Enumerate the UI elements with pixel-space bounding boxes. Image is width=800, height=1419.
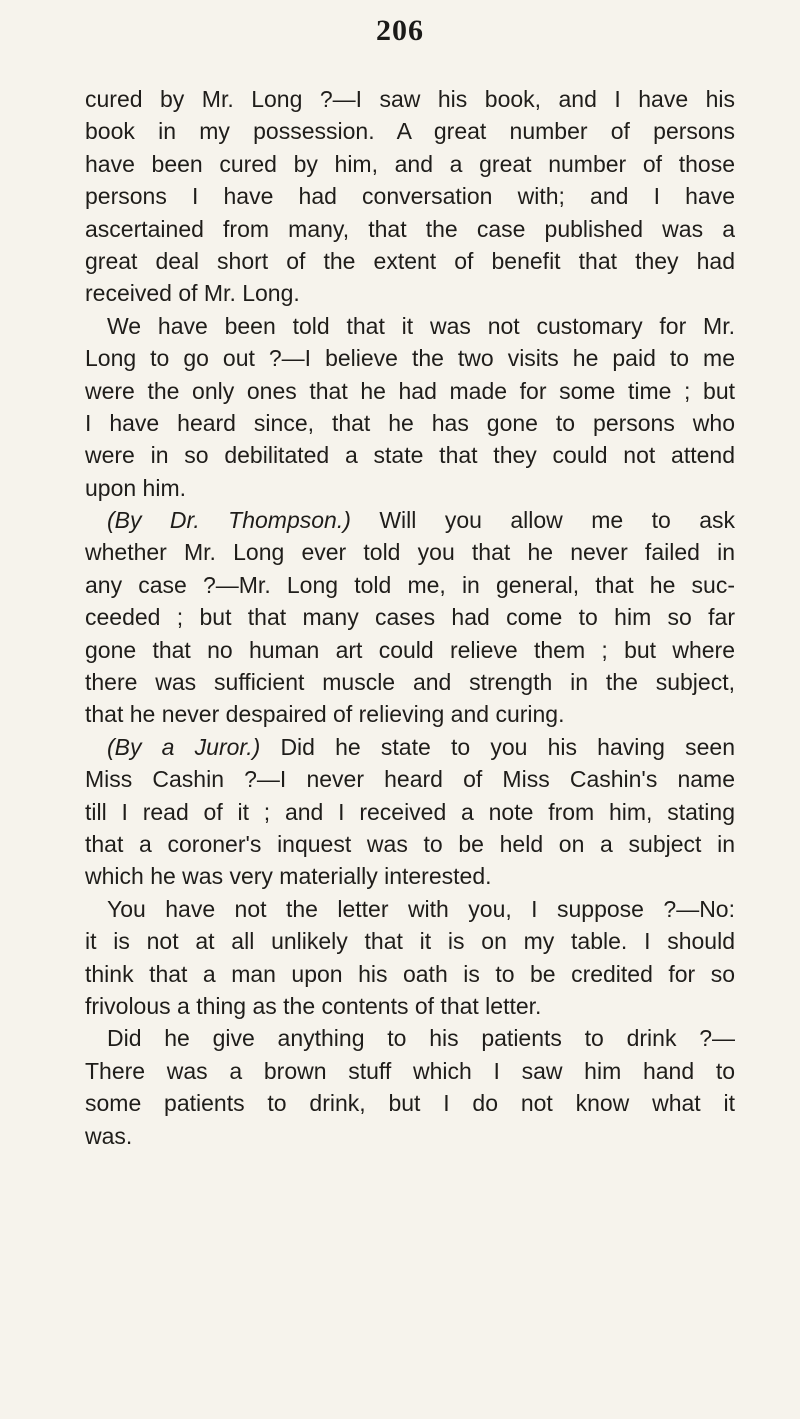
text-line: book in my possession. A great number of persons	[85, 118, 735, 145]
text-line: frivolous a thing as the contents of that letter.	[85, 992, 542, 1019]
speaker-attribution: (By Dr. Thompson.)	[107, 507, 351, 534]
text-line: You have not the letter with you, I suppose ?—No:	[107, 895, 735, 922]
text-line: cured by Mr. Long ?—I saw his book, and I have his	[85, 86, 735, 112]
text-line: was.	[85, 1122, 133, 1149]
text-line: ascertained from many, that the case published was a	[85, 215, 735, 242]
text-line: which he was very materially interested.	[85, 863, 492, 890]
text-line: received of Mr. Long.	[85, 280, 300, 307]
text-line: ceeded ; but that many cases had come to him so far	[85, 604, 735, 631]
text-line: Long to go out ?—I believe the two visits he paid to me	[85, 345, 735, 372]
text-line: were the only ones that he had made for some time ; but	[85, 377, 735, 404]
text-line: Miss Cashin ?—I never heard of Miss Cashin's name	[85, 766, 735, 793]
page-number: 206	[376, 14, 424, 47]
speaker-attribution: (By a Juror.)	[107, 733, 261, 760]
text-line: have been cured by him, and a great number of those	[85, 150, 735, 177]
text-line: Did he give anything to his patients to drink ?—	[107, 1025, 735, 1052]
text-line: persons I have had conversation with; and I have	[85, 183, 735, 210]
text-line: We have been told that it was not customary for Mr.	[107, 312, 735, 339]
text-line: think that a man upon his oath is to be credited for so	[85, 960, 735, 987]
text-line: that a coroner's inquest was to be held on a subject in	[85, 830, 735, 857]
text-line: There was a brown stuff which I saw him hand to	[85, 1057, 735, 1084]
text-line: were in so debilitated a state that they could not attend	[85, 442, 735, 469]
text-line: till I read of it ; and I received a note from him, stating	[85, 798, 735, 825]
body-text	[85, 83, 735, 1152]
text-line: there was sufficient muscle and strength in the subject,	[85, 669, 735, 696]
text-line: it is not at all unlikely that it is on my table. I should	[85, 928, 735, 955]
text-line: gone that no human art could relieve them ; but where	[85, 636, 735, 663]
text-line: any case ?—Mr. Long told me, in general, that he suc-	[85, 571, 735, 598]
text-line: I have heard since, that he has gone to persons who	[85, 409, 735, 436]
text-line: that he never despaired of relieving and curing.	[85, 701, 565, 728]
text-line: whether Mr. Long ever told you that he never failed in	[85, 539, 735, 566]
text-line: upon him.	[85, 474, 187, 501]
text-line: (By a Juror.) Did he state to you his having seen	[107, 733, 735, 760]
text-line: great deal short of the extent of benefit that they had	[85, 247, 735, 274]
text-line: some patients to drink, but I do not know what it	[85, 1090, 735, 1117]
text-line: (By Dr. Thompson.) Will you allow me to ask	[107, 507, 735, 534]
